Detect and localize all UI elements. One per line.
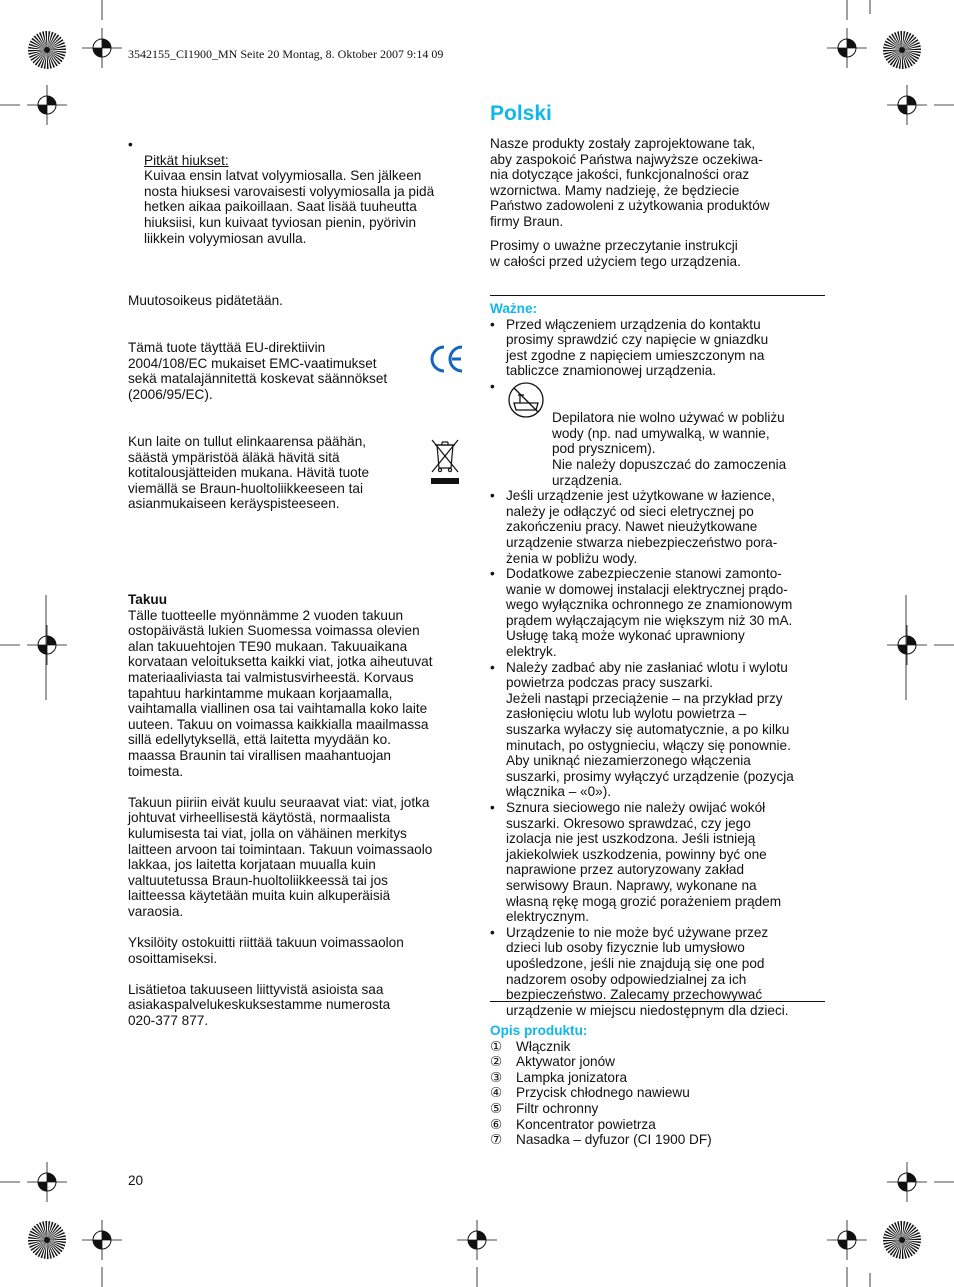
product-item-number: ⑥ — [490, 1116, 503, 1132]
print-header-line: 3542155_CI1900_MN Seite 20 Montag, 8. Oktober 2007 9:14 09 — [128, 47, 444, 61]
important-item: • Przed włączeniem urządzenia do kontaktu prosimy sprawdzić czy napięcie w gniazdku jest zgodne z napięciem umieszczonym na tabliczce znamionowej urządzenia. — [490, 317, 825, 379]
product-item — [490, 1132, 825, 1148]
product-item-label: Lampka jonizatora — [516, 1069, 628, 1085]
product-item-label: Nasadka – dyfuzor (CI 1900 DF) — [516, 1132, 712, 1148]
page-number: 20 — [128, 1173, 144, 1188]
product-item-label: Przycisk chłodnego nawiewu — [516, 1085, 690, 1101]
divider — [490, 1001, 825, 1002]
important-section — [490, 301, 825, 1018]
long-hair-title: Pitkät hiukset: — [144, 152, 229, 168]
product-item-label: Koncentrator powietrza — [516, 1116, 656, 1132]
important-item-text: Depilatora nie wolno używać w pobliżu wody (np. nad umywalką, w wannie, pod prysznicem). Nie należy dopuszczać do zamoczenia urządzenia. — [552, 410, 787, 488]
warranty-paragraph: Yksilöity ostokuitti riittää takuun voimassaolon osoittamiseksi. — [128, 935, 404, 966]
product-item-label: Aktywator jonów — [516, 1054, 615, 1070]
product-heading: Opis produktu: — [490, 1023, 588, 1038]
warranty-section — [128, 592, 463, 1029]
crossed-bin-icon — [428, 436, 462, 486]
section-title: Polski — [490, 102, 552, 125]
long-hair-bullet — [128, 137, 463, 262]
intro-paragraph: Prosimy o uważne przeczytanie instrukcji w całości przed użyciem tego urządzenia. — [490, 238, 741, 269]
divider — [490, 295, 825, 296]
warranty-paragraph: Tälle tuotteelle myönnämme 2 vuoden takuun ostopäivästä lukien Suomessa voimassa olevien alan takuuehtojen TE90 mukaan. Takuuaikana korvataan veloituksetta kaikki viat, jotka aiheutuvat materiaaliviasta tai valmistusvirheestä. Korvaus tapahtuu harkintamme mukaan korjaamalla, vaihtamalla viallinen osa tai vaihtamalla koko laite uuteen. Takuu on voimassa kaikkialla maailmassa sillä edellytyksellä, että laitetta myydään ko. maassa Braunin tai virallisen maahantuojan toimesta. — [128, 607, 433, 779]
product-item — [490, 1070, 825, 1086]
important-heading: Ważne: — [490, 301, 538, 316]
product-item-label: Włącznik — [516, 1038, 571, 1054]
product-item-label: Filtr ochronny — [516, 1100, 599, 1116]
product-section — [490, 1023, 825, 1148]
product-item — [490, 1117, 825, 1133]
important-item: • Sznura sieciowego nie należy owijać wokół suszarki. Okresowo sprawdzać, czy jego izolacja nie jest uszkodzona. Jeśli istnieją jakiekolwiek uszkodzenia, powinny być one naprawione przez autoryzowany zakład serwisowy Braun. Naprawy, wykonane na własną rękę mogą grozić porażeniem prądem elektrycznym. — [490, 800, 825, 925]
long-hair-section — [128, 137, 463, 262]
important-item — [490, 379, 825, 488]
warranty-title: Takuu — [128, 592, 168, 607]
product-item-number: ① — [490, 1038, 503, 1054]
disposal-text: Kun laite on tullut elinkaarensa päähän, säästä ympäristöä äläkä hävitä sitä kotitalousjätteiden mukana. Hävitä tuote viemällä se Braun-huoltoliikkeeseen tai asianmukaiseen keräyspisteeseen. — [128, 434, 370, 512]
important-item: • Dodatkowe zabezpieczenie stanowi zamonto- wanie w domowej instalacji elektrycznej prądo- wego wyłącznika ochronnego ze znamionowym prądem wyłączającym nie większym niż 30 mA. Usługę taką może wykonać uprawniony elektryk. — [490, 566, 825, 660]
product-item — [490, 1101, 825, 1117]
product-item — [490, 1085, 825, 1101]
product-list — [490, 1039, 825, 1148]
important-item: • Urządzenie to nie może być używane przez dzieci lub osoby fizycznie lub umysłowo upośledzone, jeśli nie znajdują się one pod nadzorem osoby odpowiedzialnej za ich bezpieczeństwo. Zalecamy przechowywać urządzenie w miejscu niedostępnym dla dzieci. — [490, 925, 825, 1019]
long-hair-text: Kuivaa ensin latvat volyymiosalla. Sen jälkeen nosta hiuksesi varovaisesti volyymiosalla ja pidä hetken aikaa paikoillaan. Saat lisää tuuheutta hiuksiisi, kun kuivaat tyviosan pienin, pyörivin liikkein volyymiosan avulla. — [144, 168, 435, 246]
important-item: • Należy zadbać aby nie zasłaniać wlotu i wylotu powietrza podczas pracy suszarki. Jeżeli nastąpi przeciążenie – na przykład przy zasłonięciu wlotu lub wylotu powietrza – suszarka wyłaczy się automatycznie, a po kilku minutach, po ostygnieciu, włączy się ponownie. Aby uniknąć niezamierzonego włączenia suszarki, prosimy wyłączyć urządzenie (pozycja włącznika – «0»). — [490, 660, 825, 800]
product-item-number: ⑤ — [490, 1100, 503, 1116]
product-item — [490, 1054, 825, 1070]
product-item — [490, 1039, 825, 1055]
warranty-paragraph: Lisätietoa takuuseen liittyvistä asioista saa asiakaspalvelukeskuksestamme numerosta 020-377 877. — [128, 981, 391, 1029]
intro-paragraph: Nasze produkty zostały zaprojektowane tak, aby zaspokoić Państwa najwyższe oczekiwa- nia dotyczące jakości, funkcjonalności oraz wzornictwa. Mamy nadzieję, że będziecie Państwo zadowoleni z użytkowania produktów firmy Braun. — [490, 136, 770, 229]
important-item: • Jeśli urządzenie jest użytkowane w łazience, należy je odłączyć od sieci eletrycznej po zakończeniu pracy. Nawet nieużytkowane urządzenie stwarza niebezpieczeństwo pora- żenia w pobliżu wody. — [490, 488, 825, 566]
reserve-note: Muutosoikeus pidätetään. — [128, 293, 283, 308]
no-water-icon — [506, 381, 546, 419]
warranty-paragraph: Takuun piiriin eivät kuulu seuraavat viat: viat, jotka johtuvat virheellisestä käytöstä, normaalista kulumisesta tai viat, jolla on vähäinen merkitys laitteen arvoon tai toimintaan. Takuun voimassaolo lakkaa, jos laitetta korjataan muualla kuin valtuutetussa Braun-huoltoliikkeessä tai jos laitteessa käytetään muita kuin alkuperäisiä varaosia. — [128, 794, 433, 919]
ce-mark-icon — [429, 341, 465, 377]
eu-directive-text: Tämä tuote täyttää EU-direktiivin 2004/108/EC mukaiset EMC-vaatimukset sekä matalajännitettä koskevat säännökset (2006/95/EC). — [128, 340, 388, 402]
product-item-number: ⑦ — [490, 1132, 503, 1148]
product-item-number: ② — [490, 1054, 503, 1070]
product-item-number: ③ — [490, 1069, 503, 1085]
product-item-number: ④ — [490, 1085, 503, 1101]
